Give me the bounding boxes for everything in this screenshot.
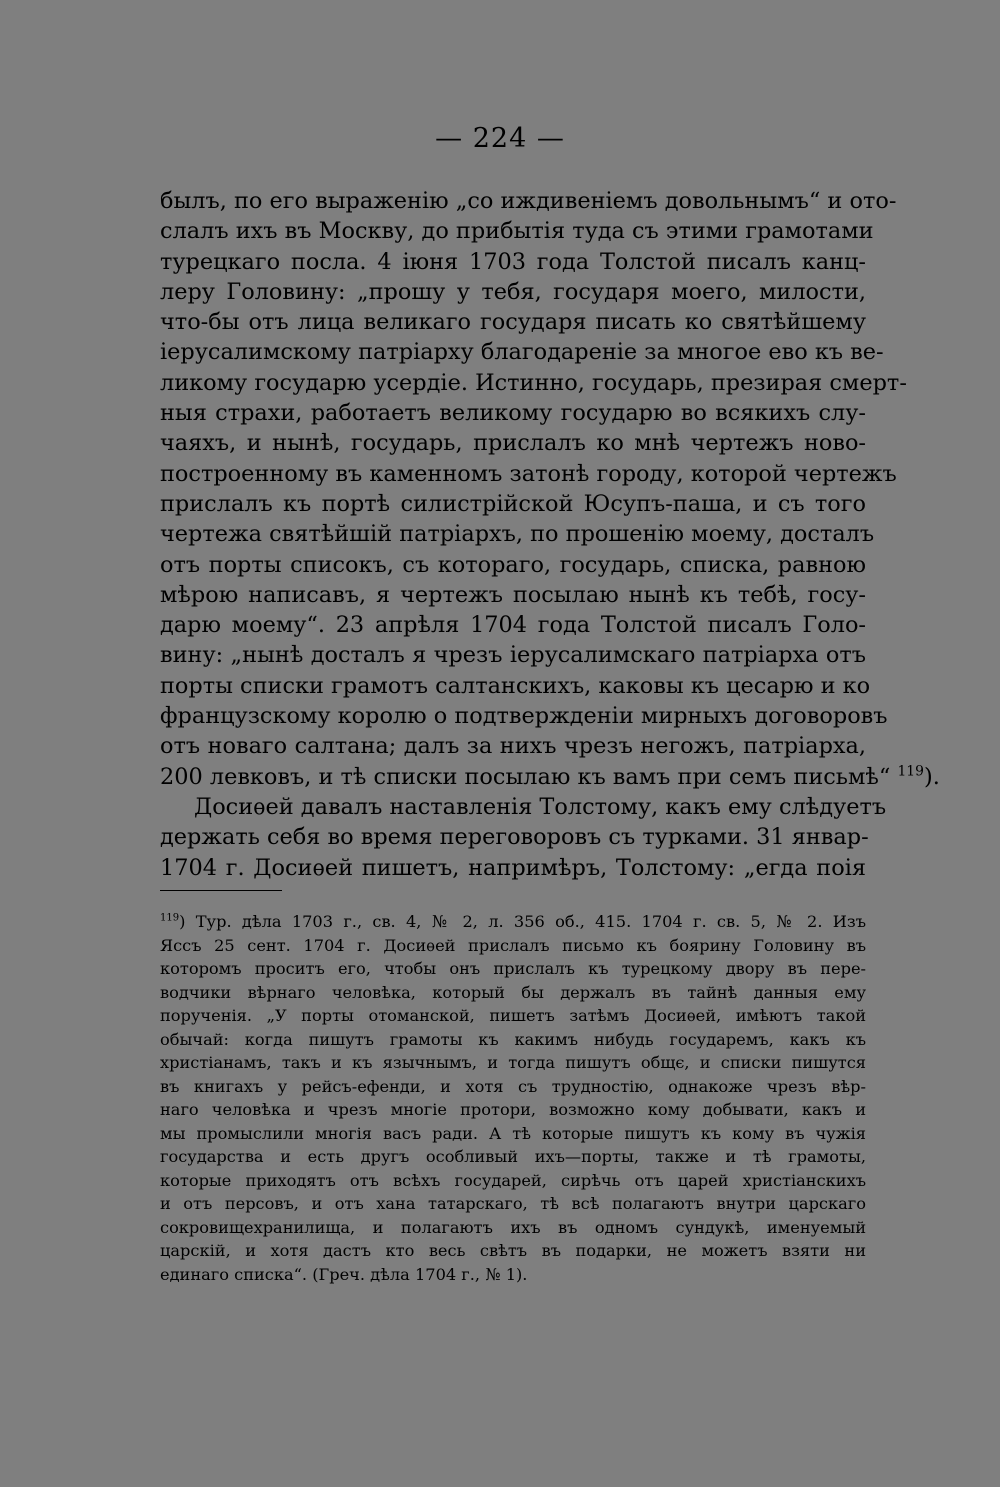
footnote-line: христіанамъ, такъ и къ язычнымъ, и тогда пишутъ общє, и списки пишутся	[160, 1053, 866, 1072]
footnote-line: въ книгахъ у рейсъ-ефенди, и хотя съ трудностію, однакоже чрезъ вѣр-	[160, 1076, 866, 1096]
text-line: что-бы отъ лица великаго государя писать ко святѣйшему	[160, 309, 866, 336]
text-line: отъ новаго салтана; далъ за нихъ чрезъ негожъ, патріарха,	[160, 733, 866, 760]
text-line: ныя страхи, работаетъ великому государю во всякихъ слу-	[160, 400, 866, 427]
footnote-reference-tail: ).	[923, 763, 940, 790]
text-line: ликому государю усердіе. Истинно, государь, презирая смерт-	[160, 369, 907, 396]
text-line: чертежа святѣйшій патріархъ, по прошенію моему, досталъ	[160, 521, 875, 548]
text-line: іерусалимскому патріарху благодареніе за многое ево къ ве-	[160, 339, 884, 366]
footnote-line: обычай: когда пишутъ грамоты къ какимъ нибудь государемъ, какъ къ	[160, 1029, 866, 1049]
footnote-line	[160, 910, 866, 934]
footnote-line: государства и есть другъ особливый ихъ—порты, также и тѣ грамоты,	[160, 1147, 866, 1166]
text-line: французскому королю о подтвержденіи мирныхъ договоровъ	[160, 703, 888, 730]
footnote-reference: 119	[897, 763, 924, 780]
footnote-line: и отъ персовъ, и отъ хана татарскаго, тѣ всѣ полагаютъ внутри царскаго	[160, 1194, 866, 1213]
text-line: слалъ ихъ въ Москву, до прибытія туда съ этими грамотами	[160, 218, 874, 245]
text-line-last	[160, 762, 940, 792]
text-line: былъ, по его выраженію „со иждивеніемъ довольнымъ“ и ото-	[160, 188, 897, 214]
footnote-line: водчики вѣрнаго человѣка, который бы держалъ въ тайнѣ данныя ему	[160, 982, 866, 1002]
footnote-line-last: единаго списка“. (Греч. дѣла 1704 г., № 1).	[160, 1264, 528, 1284]
text-line-body: 200 левковъ, и тѣ списки посылаю къ вамъ при семъ письмѣ“	[160, 763, 891, 790]
text-line: построенному въ каменномъ затонѣ городу, которой чертежъ	[160, 460, 897, 487]
text-line: вину: „нынѣ досталъ я чрезъ іерусалимскаго патріарха отъ	[160, 642, 866, 669]
text-line: порты списки грамотъ салтанскихъ, каковы къ цесарю и ко	[160, 672, 871, 699]
footnote-line: порученія. „У порты отоманской, пишетъ затѣмъ Досиѳей, имѣютъ такой	[160, 1006, 866, 1025]
paragraph-2-line: держать себя во время переговоровъ съ турками. 31 январ-	[160, 824, 869, 851]
footnote-line: царскій, и хотя дастъ кто весь свѣтъ въ подарки, не можетъ взяти ни	[160, 1241, 866, 1260]
page-number: — 224 —	[435, 123, 565, 154]
main-text	[160, 186, 940, 883]
text-line: дарю моему“. 23 апрѣля 1704 года Толстой писалъ Голо-	[160, 612, 866, 639]
text-line: отъ порты списокъ, съ котораго, государь, списка, равною	[160, 551, 866, 578]
text-line: мѣрою написавъ, я чертежъ посылаю нынѣ къ тебѣ, госу-	[160, 581, 866, 608]
footnote-line: которомъ проситъ его, чтобы онъ прислалъ къ турецкому двору въ пере-	[160, 959, 866, 978]
footnote-line: наго человѣка и чрезъ многіе протори, возможно кому добывати, какъ и	[160, 1100, 866, 1119]
footnote-line: сокровищехранилища, и полагаютъ ихъ въ одномъ сундукѣ, именуемый	[160, 1217, 866, 1237]
text-line: турецкаго посла. 4 іюня 1703 года Толстой писалъ канц-	[160, 248, 866, 275]
paragraph-2-line: Досиѳей давалъ наставленія Толстому, какъ ему слѣдуетъ	[194, 793, 887, 820]
footnote-first-line: ) Тур. дѣла 1703 г., св. 4, № 2, л. 356 об., 415. 1704 г. св. 5, № 2. Изъ	[179, 912, 866, 931]
footnote	[160, 910, 866, 1286]
text-line: леру Головину: „прошу у тебя, государя моего, милости,	[160, 278, 866, 305]
paragraph-2-line: 1704 г. Досиѳей пишетъ, напримѣръ, Толстому: „егда поія	[160, 854, 866, 881]
footnote-line: мы промыслили многія васъ ради. А тѣ которые пишутъ къ кому въ чужія	[160, 1123, 866, 1143]
footnote-divider	[160, 890, 282, 891]
footnote-marker: 119	[160, 912, 180, 924]
text-line: прислалъ къ портѣ силистрійской Юсупъ-паша, и съ того	[160, 490, 866, 517]
footnote-line: Яссъ 25 сент. 1704 г. Досиѳей прислалъ письмо къ боярину Головину въ	[160, 935, 866, 955]
footnote-line: которые приходятъ отъ всѣхъ государей, сирѣчь отъ царей христіанскихъ	[160, 1170, 866, 1190]
text-line: чаяхъ, и нынѣ, государь, прислалъ ко мнѣ чертежъ ново-	[160, 430, 866, 457]
